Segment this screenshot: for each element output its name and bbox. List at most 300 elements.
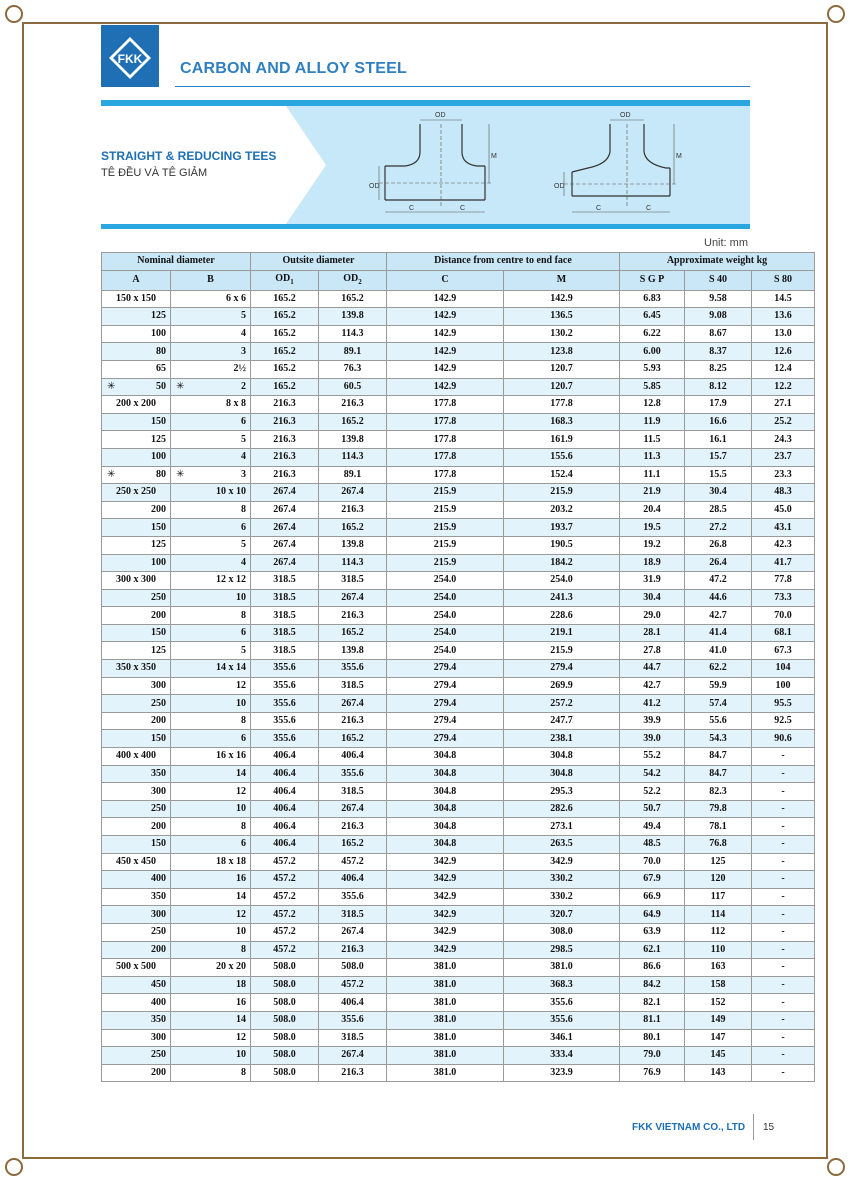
cell-od1: 457.2 <box>251 941 319 959</box>
cell-s40: 17.9 <box>685 396 752 414</box>
banner-arrow <box>286 106 326 224</box>
cell-s40: 54.3 <box>685 730 752 748</box>
cell-c: 342.9 <box>387 853 504 871</box>
cell-sgp: 54.2 <box>620 765 685 783</box>
table-row <box>102 888 815 906</box>
cell-od2: 165.2 <box>319 519 387 537</box>
cell-a: ✳ 50 <box>102 378 171 396</box>
cell-a: 250 <box>102 1047 171 1065</box>
cell-od2: 139.8 <box>319 308 387 326</box>
cell-od1: 318.5 <box>251 624 319 642</box>
cell-od1: 406.4 <box>251 783 319 801</box>
cell-s80: 100 <box>752 677 815 695</box>
cell-c: 342.9 <box>387 941 504 959</box>
cell-m: 381.0 <box>504 959 620 977</box>
cell-s80: - <box>752 976 815 994</box>
cell-s80: - <box>752 765 815 783</box>
cell-sgp: 27.8 <box>620 642 685 660</box>
cell-s80: 23.7 <box>752 448 815 466</box>
cell-b: 14 <box>171 1011 251 1029</box>
cell-od2: 267.4 <box>319 589 387 607</box>
product-subtitle: TÊ ĐỀU VÀ TÊ GIẢM <box>101 167 208 179</box>
cell-sgp: 70.0 <box>620 853 685 871</box>
cell-c: 177.8 <box>387 448 504 466</box>
cell-sgp: 86.6 <box>620 959 685 977</box>
cell-a: 250 <box>102 923 171 941</box>
cell-c: 142.9 <box>387 290 504 308</box>
table-row <box>102 818 815 836</box>
cell-s80: 104 <box>752 660 815 678</box>
cell-od1: 355.6 <box>251 660 319 678</box>
group-header-distance: Distance from centre to end face <box>387 253 620 271</box>
cell-a: 450 <box>102 976 171 994</box>
cell-a: 150 <box>102 624 171 642</box>
cell-sgp: 11.3 <box>620 448 685 466</box>
cell-s40: 110 <box>685 941 752 959</box>
cell-od1: 406.4 <box>251 836 319 854</box>
cell-a: 125 <box>102 431 171 449</box>
cell-m: 295.3 <box>504 783 620 801</box>
cell-a: 200 <box>102 1064 171 1082</box>
cell-a: 350 x 350 <box>102 660 171 678</box>
cell-sgp: 62.1 <box>620 941 685 959</box>
svg-text:OD: OD <box>620 112 631 119</box>
cell-sgp: 67.9 <box>620 871 685 889</box>
table-row <box>102 765 815 783</box>
cell-od2: 165.2 <box>319 290 387 308</box>
cell-a: 200 <box>102 712 171 730</box>
cell-od2: 267.4 <box>319 484 387 502</box>
cell-s40: 117 <box>685 888 752 906</box>
cell-s80: 92.5 <box>752 712 815 730</box>
corner-ornament-icon <box>824 1155 848 1179</box>
cell-b: 10 <box>171 695 251 713</box>
cell-sgp: 64.9 <box>620 906 685 924</box>
cell-od2: 114.3 <box>319 448 387 466</box>
cell-s80: 42.3 <box>752 536 815 554</box>
cell-od1: 355.6 <box>251 677 319 695</box>
cell-s40: 55.6 <box>685 712 752 730</box>
cell-od2: 318.5 <box>319 783 387 801</box>
cell-s80: - <box>752 959 815 977</box>
cell-m: 330.2 <box>504 888 620 906</box>
cell-od1: 457.2 <box>251 871 319 889</box>
cell-c: 142.9 <box>387 343 504 361</box>
cell-b: 5 <box>171 536 251 554</box>
cell-a: 125 <box>102 536 171 554</box>
cell-m: 219.1 <box>504 624 620 642</box>
cell-od1: 457.2 <box>251 853 319 871</box>
cell-b: 6 <box>171 413 251 431</box>
cell-od1: 267.4 <box>251 501 319 519</box>
cell-b: 10 x 10 <box>171 484 251 502</box>
cell-sgp: 11.1 <box>620 466 685 484</box>
cell-s40: 62.2 <box>685 660 752 678</box>
cell-od2: 216.3 <box>319 607 387 625</box>
cell-s40: 42.7 <box>685 607 752 625</box>
table-row <box>102 466 815 484</box>
table-row <box>102 695 815 713</box>
cell-od1: 165.2 <box>251 325 319 343</box>
cell-sgp: 80.1 <box>620 1029 685 1047</box>
cell-od1: 165.2 <box>251 378 319 396</box>
cell-b: 6 x 6 <box>171 290 251 308</box>
cell-m: 130.2 <box>504 325 620 343</box>
cell-s80: 12.4 <box>752 360 815 378</box>
table-row <box>102 554 815 572</box>
reducing-tee-diagram <box>550 108 680 224</box>
table-row <box>102 536 815 554</box>
cell-a: 450 x 450 <box>102 853 171 871</box>
group-header-nominal: Nominal diameter <box>102 253 251 271</box>
cell-od2: 114.3 <box>319 325 387 343</box>
cell-od1: 508.0 <box>251 959 319 977</box>
cell-m: 355.6 <box>504 994 620 1012</box>
cell-c: 279.4 <box>387 712 504 730</box>
table-row <box>102 783 815 801</box>
cell-s80: 90.6 <box>752 730 815 748</box>
cell-od1: 457.2 <box>251 888 319 906</box>
cell-b: 10 <box>171 1047 251 1065</box>
cell-sgp: 28.1 <box>620 624 685 642</box>
cell-s80: - <box>752 923 815 941</box>
cell-sgp: 21.9 <box>620 484 685 502</box>
table-row <box>102 923 815 941</box>
corner-ornament-icon <box>2 1155 26 1179</box>
cell-s80: - <box>752 1064 815 1082</box>
cell-c: 177.8 <box>387 466 504 484</box>
table-row <box>102 853 815 871</box>
cell-a: 200 <box>102 607 171 625</box>
table-row <box>102 624 815 642</box>
cell-s80: - <box>752 941 815 959</box>
cell-od2: 165.2 <box>319 836 387 854</box>
cell-od1: 267.4 <box>251 484 319 502</box>
cell-m: 304.8 <box>504 765 620 783</box>
cell-od1: 406.4 <box>251 765 319 783</box>
table-row <box>102 290 815 308</box>
star-marker-icon: ✳ <box>107 468 116 480</box>
cell-od2: 76.3 <box>319 360 387 378</box>
cell-s80: 13.0 <box>752 325 815 343</box>
table-row <box>102 572 815 590</box>
corner-ornament-icon <box>824 2 848 26</box>
cell-a: 100 <box>102 554 171 572</box>
cell-od1: 216.3 <box>251 448 319 466</box>
cell-a: 400 <box>102 994 171 1012</box>
cell-s40: 163 <box>685 959 752 977</box>
cell-s80: 41.7 <box>752 554 815 572</box>
cell-od2: 318.5 <box>319 677 387 695</box>
cell-od2: 355.6 <box>319 888 387 906</box>
cell-s40: 27.2 <box>685 519 752 537</box>
cell-s40: 59.9 <box>685 677 752 695</box>
cell-od1: 318.5 <box>251 607 319 625</box>
cell-b: 6 <box>171 519 251 537</box>
cell-od2: 406.4 <box>319 871 387 889</box>
cell-a: 250 <box>102 589 171 607</box>
cell-m: 263.5 <box>504 836 620 854</box>
table-row <box>102 677 815 695</box>
cell-a: 200 <box>102 941 171 959</box>
cell-m: 136.5 <box>504 308 620 326</box>
cell-a: 125 <box>102 308 171 326</box>
cell-a: 200 <box>102 501 171 519</box>
cell-b: 8 <box>171 941 251 959</box>
cell-od2: 89.1 <box>319 466 387 484</box>
cell-s40: 152 <box>685 994 752 1012</box>
cell-s80: 27.1 <box>752 396 815 414</box>
table-row <box>102 343 815 361</box>
cell-a: 200 x 200 <box>102 396 171 414</box>
cell-c: 254.0 <box>387 572 504 590</box>
cell-c: 381.0 <box>387 1047 504 1065</box>
cell-s80: 67.3 <box>752 642 815 660</box>
cell-a: 150 <box>102 413 171 431</box>
cell-c: 254.0 <box>387 642 504 660</box>
cell-a: 65 <box>102 360 171 378</box>
cell-od2: 318.5 <box>319 572 387 590</box>
cell-c: 304.8 <box>387 783 504 801</box>
section-title: CARBON AND ALLOY STEEL <box>180 60 407 77</box>
cell-s40: 41.4 <box>685 624 752 642</box>
cell-od2: 457.2 <box>319 976 387 994</box>
cell-c: 215.9 <box>387 484 504 502</box>
cell-a: 300 <box>102 783 171 801</box>
cell-c: 304.8 <box>387 836 504 854</box>
cell-s80: - <box>752 853 815 871</box>
cell-s80: - <box>752 1047 815 1065</box>
cell-c: 342.9 <box>387 923 504 941</box>
cell-c: 279.4 <box>387 730 504 748</box>
table-row <box>102 308 815 326</box>
cell-m: 355.6 <box>504 1011 620 1029</box>
cell-od2: 318.5 <box>319 1029 387 1047</box>
table-row <box>102 959 815 977</box>
cell-b: 18 x 18 <box>171 853 251 871</box>
table-row <box>102 1011 815 1029</box>
cell-od1: 216.3 <box>251 396 319 414</box>
cell-sgp: 31.9 <box>620 572 685 590</box>
table-row <box>102 836 815 854</box>
table-row <box>102 607 815 625</box>
cell-od1: 318.5 <box>251 589 319 607</box>
cell-s40: 8.12 <box>685 378 752 396</box>
cell-s40: 26.8 <box>685 536 752 554</box>
cell-m: 215.9 <box>504 484 620 502</box>
cell-b: 5 <box>171 642 251 660</box>
cell-s80: - <box>752 871 815 889</box>
cell-s80: 95.5 <box>752 695 815 713</box>
svg-text:C: C <box>596 205 602 212</box>
corner-ornament-icon <box>2 2 26 26</box>
cell-s80: - <box>752 800 815 818</box>
cell-s80: - <box>752 748 815 766</box>
cell-b: ✳ 3 <box>171 466 251 484</box>
cell-od2: 267.4 <box>319 800 387 818</box>
cell-m: 342.9 <box>504 853 620 871</box>
cell-sgp: 55.2 <box>620 748 685 766</box>
cell-od1: 508.0 <box>251 1029 319 1047</box>
cell-s40: 44.6 <box>685 589 752 607</box>
cell-a: 400 <box>102 871 171 889</box>
cell-od2: 216.3 <box>319 501 387 519</box>
cell-c: 215.9 <box>387 554 504 572</box>
cell-a: 100 <box>102 448 171 466</box>
cell-sgp: 5.93 <box>620 360 685 378</box>
cell-sgp: 84.2 <box>620 976 685 994</box>
cell-sgp: 6.83 <box>620 290 685 308</box>
banner-bottom-rule <box>101 224 750 229</box>
cell-m: 269.9 <box>504 677 620 695</box>
dimensions-table <box>101 252 815 1082</box>
cell-b: 8 <box>171 1064 251 1082</box>
cell-a: 150 <box>102 836 171 854</box>
cell-m: 257.2 <box>504 695 620 713</box>
cell-m: 152.4 <box>504 466 620 484</box>
cell-od1: 267.4 <box>251 536 319 554</box>
cell-sgp: 49.4 <box>620 818 685 836</box>
cell-od2: 267.4 <box>319 695 387 713</box>
cell-sgp: 66.9 <box>620 888 685 906</box>
cell-s40: 8.37 <box>685 343 752 361</box>
cell-c: 381.0 <box>387 1064 504 1082</box>
table-row <box>102 501 815 519</box>
cell-a: 150 <box>102 519 171 537</box>
cell-c: 215.9 <box>387 519 504 537</box>
cell-b: 18 <box>171 976 251 994</box>
cell-od1: 457.2 <box>251 923 319 941</box>
cell-m: 123.8 <box>504 343 620 361</box>
table-sub-header-row <box>102 270 815 290</box>
cell-od2: 406.4 <box>319 748 387 766</box>
cell-s40: 145 <box>685 1047 752 1065</box>
cell-s80: 70.0 <box>752 607 815 625</box>
cell-s80: - <box>752 1011 815 1029</box>
cell-od1: 355.6 <box>251 695 319 713</box>
straight-tee-diagram <box>365 108 495 224</box>
cell-b: 20 x 20 <box>171 959 251 977</box>
cell-s80: - <box>752 818 815 836</box>
table-row <box>102 396 815 414</box>
cell-od2: 355.6 <box>319 660 387 678</box>
cell-od1: 406.4 <box>251 748 319 766</box>
cell-s80: 24.3 <box>752 431 815 449</box>
cell-od1: 165.2 <box>251 308 319 326</box>
col-header-b: B <box>171 270 251 290</box>
fkk-logo <box>101 25 159 87</box>
cell-s80: 12.2 <box>752 378 815 396</box>
table-row <box>102 871 815 889</box>
table-row <box>102 642 815 660</box>
cell-c: 304.8 <box>387 818 504 836</box>
cell-m: 155.6 <box>504 448 620 466</box>
unit-label: Unit: mm <box>704 237 748 249</box>
cell-m: 346.1 <box>504 1029 620 1047</box>
cell-s40: 8.25 <box>685 360 752 378</box>
cell-sgp: 42.7 <box>620 677 685 695</box>
cell-sgp: 82.1 <box>620 994 685 1012</box>
cell-sgp: 5.85 <box>620 378 685 396</box>
cell-sgp: 11.9 <box>620 413 685 431</box>
table-row <box>102 413 815 431</box>
cell-c: 215.9 <box>387 536 504 554</box>
table-row <box>102 994 815 1012</box>
cell-b: 12 <box>171 677 251 695</box>
table-group-header-row <box>102 253 815 271</box>
cell-s80: - <box>752 783 815 801</box>
cell-m: 282.6 <box>504 800 620 818</box>
cell-c: 342.9 <box>387 871 504 889</box>
cell-b: 5 <box>171 308 251 326</box>
cell-s40: 15.7 <box>685 448 752 466</box>
cell-m: 168.3 <box>504 413 620 431</box>
cell-a: 150 <box>102 730 171 748</box>
cell-s80: 48.3 <box>752 484 815 502</box>
cell-b: 5 <box>171 431 251 449</box>
cell-s80: 43.1 <box>752 519 815 537</box>
cell-a: 300 <box>102 677 171 695</box>
cell-od1: 216.3 <box>251 466 319 484</box>
cell-s40: 149 <box>685 1011 752 1029</box>
cell-od2: 267.4 <box>319 923 387 941</box>
cell-sgp: 30.4 <box>620 589 685 607</box>
cell-b: 6 <box>171 836 251 854</box>
cell-od2: 165.2 <box>319 624 387 642</box>
cell-od1: 318.5 <box>251 572 319 590</box>
svg-text:C: C <box>646 205 652 212</box>
cell-a: 500 x 500 <box>102 959 171 977</box>
cell-m: 298.5 <box>504 941 620 959</box>
cell-c: 142.9 <box>387 360 504 378</box>
svg-text:M: M <box>676 153 682 160</box>
table-row <box>102 519 815 537</box>
cell-sgp: 18.9 <box>620 554 685 572</box>
cell-sgp: 52.2 <box>620 783 685 801</box>
cell-c: 142.9 <box>387 308 504 326</box>
cell-m: 320.7 <box>504 906 620 924</box>
cell-od2: 165.2 <box>319 730 387 748</box>
cell-b: 2½ <box>171 360 251 378</box>
table-row <box>102 589 815 607</box>
cell-m: 254.0 <box>504 572 620 590</box>
cell-s80: 14.5 <box>752 290 815 308</box>
cell-od2: 216.3 <box>319 712 387 730</box>
table-row <box>102 906 815 924</box>
cell-c: 215.9 <box>387 501 504 519</box>
cell-s40: 158 <box>685 976 752 994</box>
cell-s80: 45.0 <box>752 501 815 519</box>
cell-od1: 508.0 <box>251 976 319 994</box>
table-row <box>102 800 815 818</box>
cell-a: ✳ 80 <box>102 466 171 484</box>
cell-s40: 125 <box>685 853 752 871</box>
cell-b: 6 <box>171 624 251 642</box>
cell-b: 4 <box>171 325 251 343</box>
cell-c: 177.8 <box>387 396 504 414</box>
header-rule <box>175 86 750 87</box>
cell-c: 254.0 <box>387 624 504 642</box>
cell-m: 177.8 <box>504 396 620 414</box>
cell-s40: 26.4 <box>685 554 752 572</box>
cell-s40: 120 <box>685 871 752 889</box>
svg-text:OD: OD <box>369 183 380 190</box>
cell-m: 190.5 <box>504 536 620 554</box>
product-title: STRAIGHT & REDUCING TEES <box>101 149 277 163</box>
cell-s80: - <box>752 906 815 924</box>
cell-m: 161.9 <box>504 431 620 449</box>
cell-c: 381.0 <box>387 976 504 994</box>
